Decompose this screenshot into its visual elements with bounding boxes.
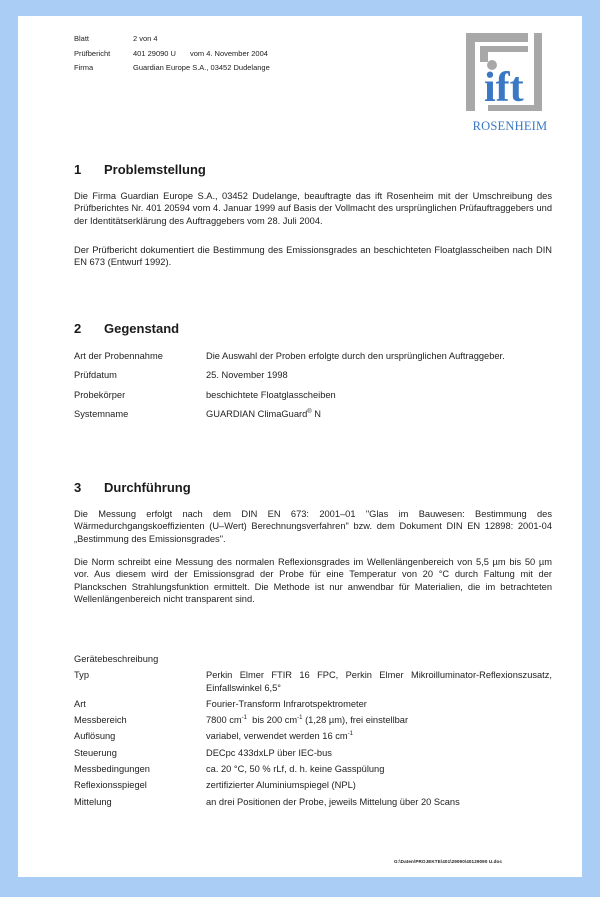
subject-row	[74, 350, 552, 362]
device-row	[74, 669, 552, 694]
device-row	[74, 779, 552, 791]
section-heading-3	[74, 480, 191, 495]
device-row	[74, 747, 552, 759]
section-heading-1	[74, 162, 206, 177]
section-number: 3	[74, 480, 82, 495]
paragraph: Der Prüfbericht dokumentiert die Bestimmung des Emissionsgrades an beschichteten Floatglasscheiben nach DIN EN 673 (Entwurf 1992).	[74, 245, 552, 268]
header-label: Firma	[74, 63, 94, 72]
field-value: Fourier-Transform Infrarotspektrometer	[206, 698, 367, 709]
paragraph: Die Norm schreibt eine Messung des normalen Reflexionsgrades im Wellenlängenbereich von 5,5 µm bis 50 µm vor. Aus diesem wird der Emissionsgrad der Probe für eine Temperatur von 20 °C durch Faltung mit der Planckschen Strahlungsfunktion ermittelt. Die Methode ist nur anwendbar für Materialien, die im betrachteten Wellenlängenbereich nicht transparent sind.	[74, 557, 552, 604]
header-value: 401 29090 U	[133, 48, 176, 58]
field-label: Steuerung	[74, 747, 117, 758]
section-number: 1	[74, 162, 82, 177]
logo-text: ift	[484, 65, 524, 111]
device-heading: Gerätebeschreibung	[74, 654, 159, 664]
device-row	[74, 698, 552, 710]
device-row	[74, 714, 552, 726]
section-title: Gegenstand	[104, 321, 180, 336]
subject-row	[74, 369, 552, 381]
header-row-blatt	[74, 32, 270, 47]
logo-subtitle: ROSENHEIM	[472, 119, 548, 133]
section-heading-2	[74, 321, 179, 336]
field-label: Prüfdatum	[74, 370, 117, 381]
header-value: Guardian Europe S.A., 03452 Dudelange	[133, 63, 270, 72]
subject-row	[74, 389, 552, 401]
header-row-firma	[74, 61, 270, 76]
field-value: beschichtete Floatglasscheiben	[206, 389, 336, 400]
header-label: Prüfbericht	[74, 48, 111, 58]
field-label: Systemname	[74, 408, 129, 419]
field-label: Messbedingungen	[74, 764, 150, 775]
field-label: Art	[74, 698, 86, 709]
field-value	[206, 408, 552, 420]
ift-logo-icon	[466, 33, 554, 133]
subject-table	[74, 350, 552, 420]
field-value: 25. November 1998	[206, 370, 288, 381]
device-row	[74, 730, 552, 742]
header-date: vom 4. November 2004	[189, 48, 268, 58]
section-number: 2	[74, 321, 82, 336]
field-value: Perkin Elmer FTIR 16 FPC, Perkin Elmer Mikroilluminator-Reflexionszusatz, Einfallswinkel 6,5°	[206, 670, 552, 693]
section-title: Problemstellung	[104, 162, 206, 177]
device-row	[74, 763, 552, 775]
device-row	[74, 796, 552, 808]
subject-row	[74, 408, 552, 420]
field-value: DECpc 433dxLP über IEC-bus	[206, 747, 332, 758]
device-table	[74, 653, 552, 808]
system-suffix: N	[311, 408, 321, 419]
field-label: Mittelung	[74, 796, 112, 807]
paragraph: Die Firma Guardian Europe S.A., 03452 Dudelange, beauftragte das ift Rosenheim mit der Umschreibung des Prüfberichtes Nr. 401 20594 vom 4. Januar 1999 auf Basis der Vollmacht des ursprünglichen Prüfauftraggebers und der Identitätserklärung des Auftraggebers vom 28. Juli 2004.	[74, 191, 552, 226]
device-heading-row	[74, 653, 552, 665]
field-label: Auflösung	[74, 731, 116, 742]
file-path-footer: G:\Daten\PROJEKTE\401\29090\40129090 U.doc	[394, 859, 503, 864]
field-value: Die Auswahl der Proben erfolgte durch den ursprünglichen Auftraggeber.	[206, 351, 505, 361]
document-page	[18, 16, 582, 877]
system-name: GUARDIAN ClimaGuard	[206, 408, 308, 419]
field-value: ca. 20 °C, 50 % rLf, d. h. keine Gasspülung	[206, 764, 385, 775]
header-label: Blatt	[74, 34, 90, 43]
section-title: Durchführung	[104, 480, 191, 495]
paragraph: Die Messung erfolgt nach dem DIN EN 673: 2001–01 "Glas im Bauwesen: Bestimmung des Wärmedurchgangskoeffizienten (U–Wert) Berechnungsverfahren" bzw. dem Dokument DIN EN 12898: 2001-04 „Bestimmung des Emissionsgrades".	[74, 509, 552, 544]
header-value: 2 von 4	[133, 34, 158, 43]
field-value: an drei Positionen der Probe, jeweils Mittelung über 20 Scans	[206, 796, 460, 807]
field-label: Reflexionsspiegel	[74, 780, 147, 791]
field-label: Typ	[74, 670, 89, 681]
registered-mark: ®	[307, 408, 312, 415]
field-label: Messbereich	[74, 715, 127, 726]
header-row-pruefbericht	[74, 47, 270, 62]
field-label: Probekörper	[74, 389, 126, 400]
document-header	[74, 32, 270, 76]
field-label: Art der Probennahme	[74, 351, 163, 361]
field-value: zertifizierter Aluminiumspiegel (NPL)	[206, 780, 356, 791]
field-value: 7800 $cm^{-1}$ bis 200 $cm^{-1}$ (1,28 µm), frei einstellbar	[206, 715, 409, 726]
field-value: variabel, verwendet werden 16 $cm^{-1}$	[206, 731, 353, 742]
